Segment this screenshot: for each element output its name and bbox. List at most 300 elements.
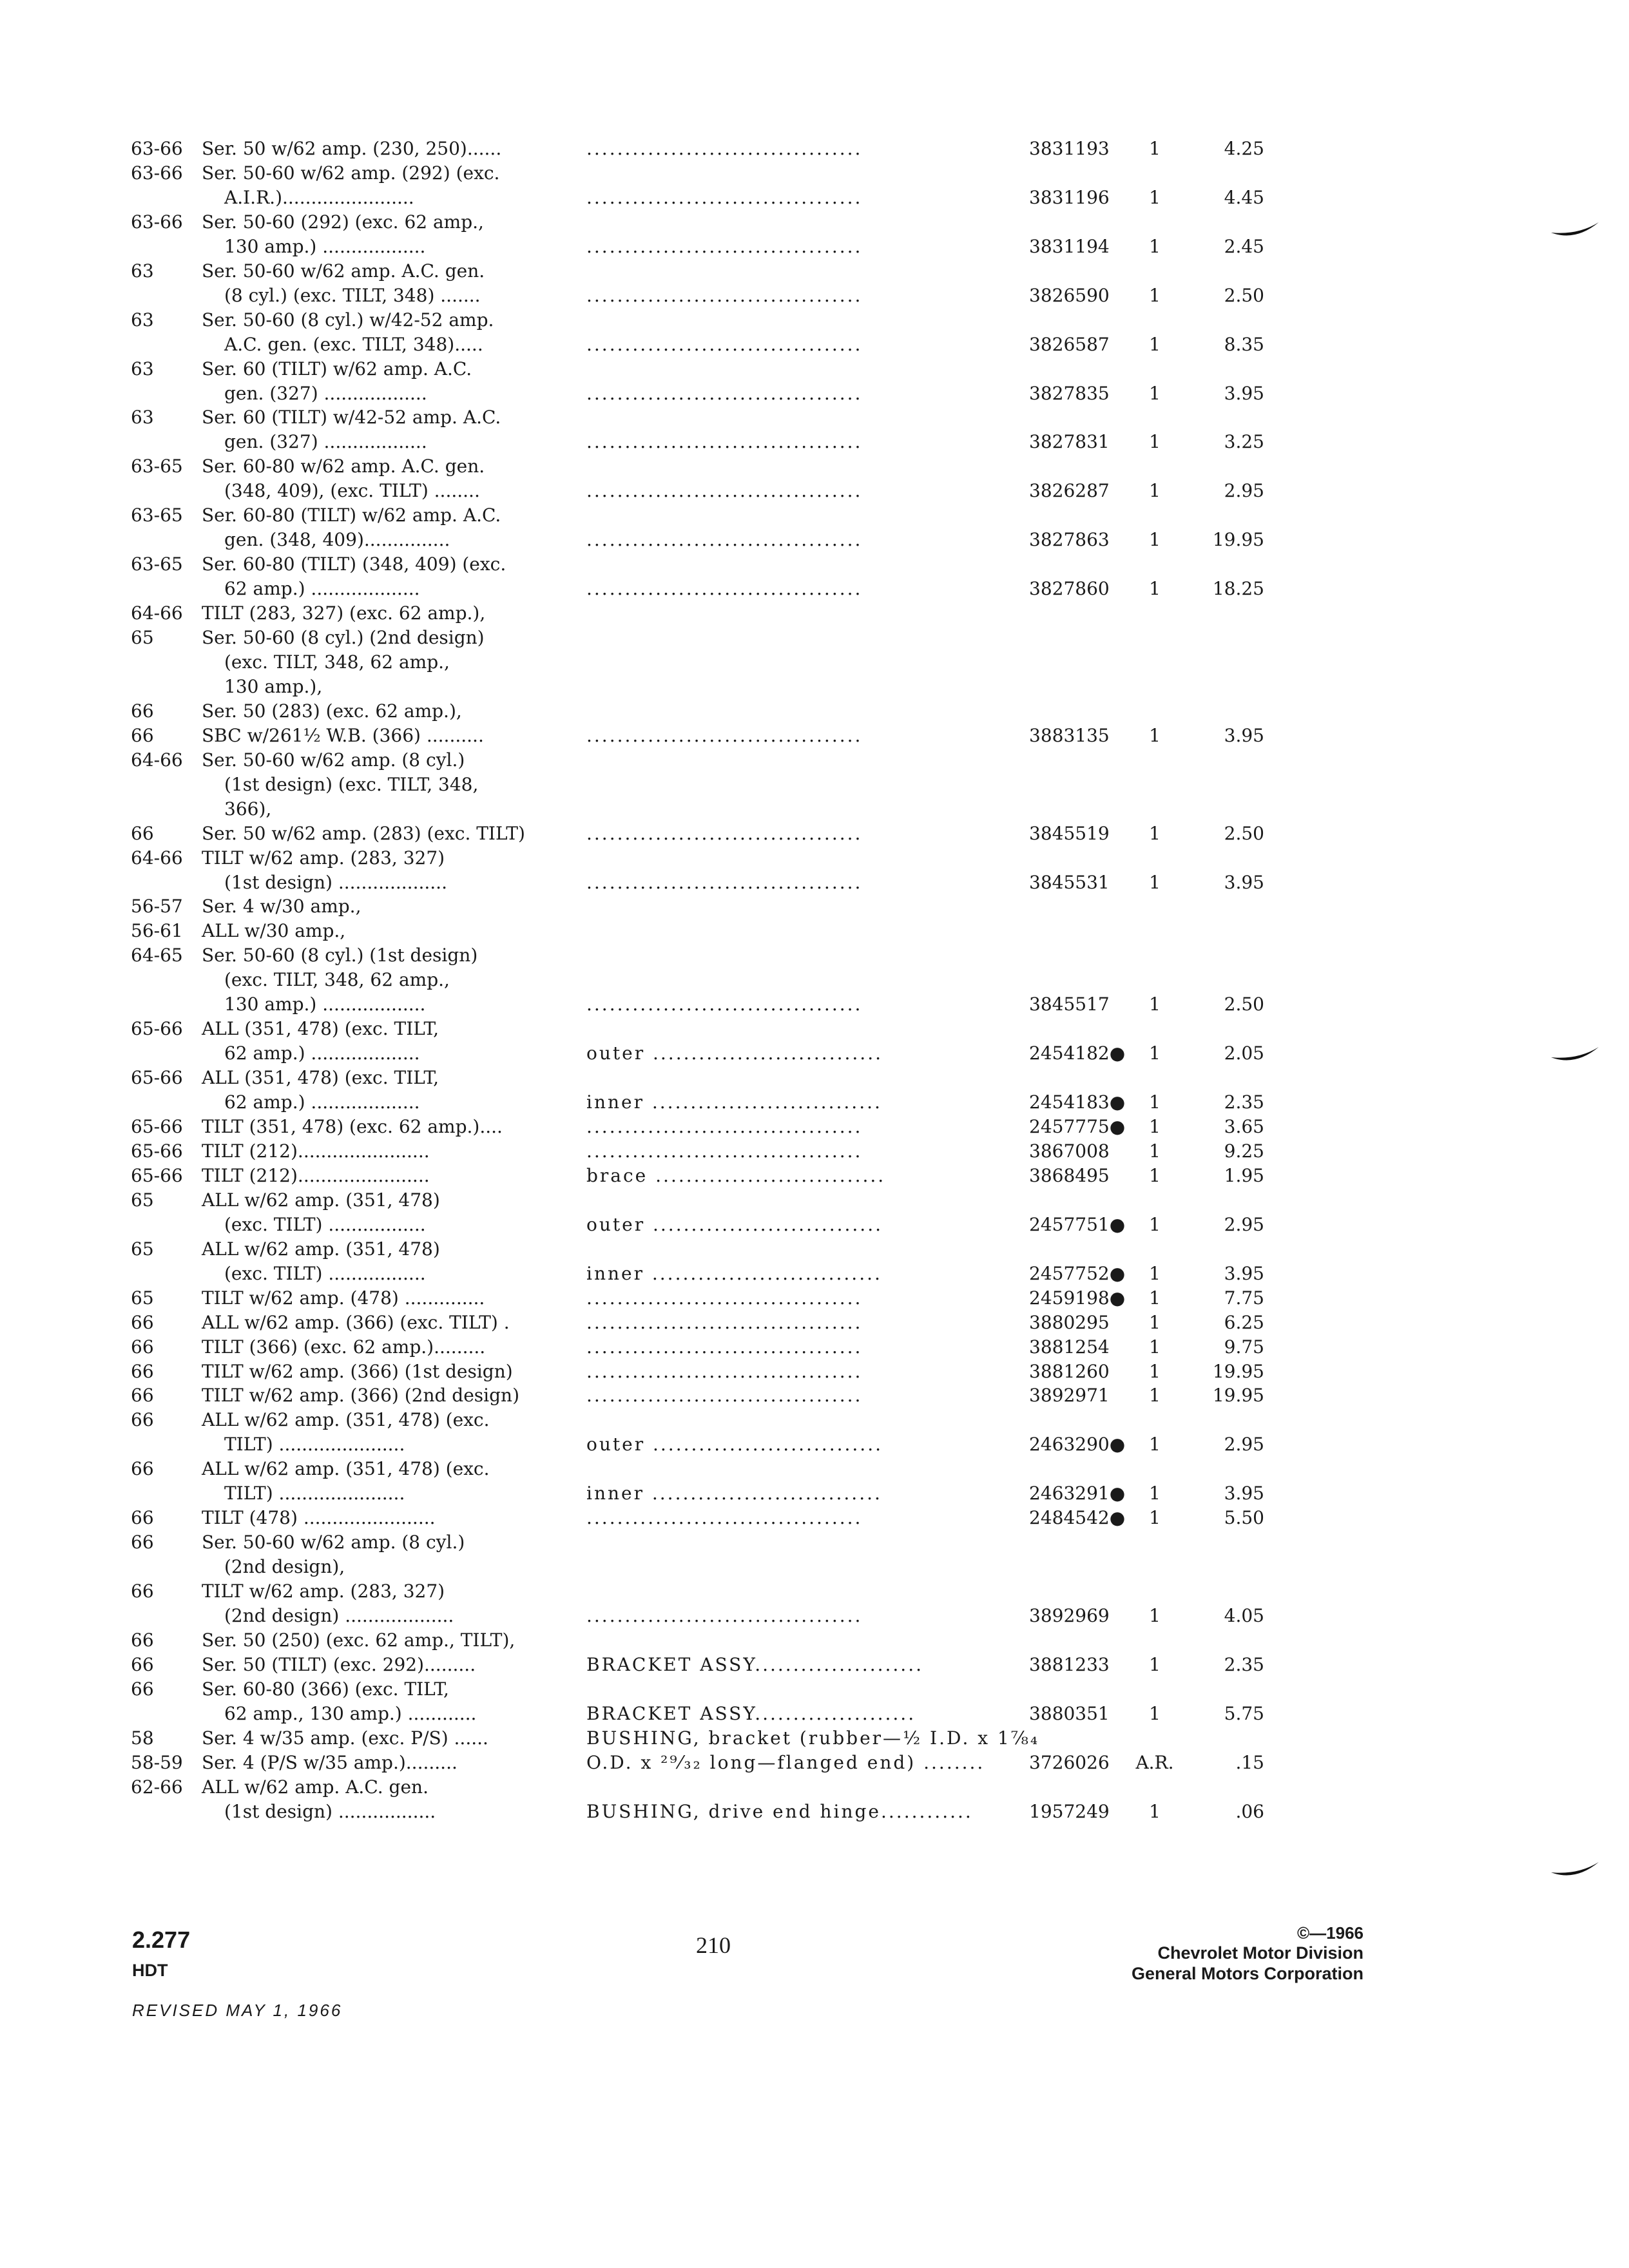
year-cell: 65 xyxy=(131,1238,154,1260)
price-cell: 19.95 xyxy=(1212,1385,1264,1406)
price-cell: 19.95 xyxy=(1212,1361,1264,1382)
table-row xyxy=(0,724,1629,748)
price-cell: 3.95 xyxy=(1224,1483,1264,1504)
price-cell: 2.95 xyxy=(1224,1434,1264,1455)
part-number-cell: 2454182● xyxy=(1029,1043,1126,1064)
table-row xyxy=(0,773,1629,797)
part-number-cell: 3892971 xyxy=(1029,1385,1110,1406)
description-cell: inner .............................. xyxy=(586,1091,882,1113)
part-number-cell: 3831196 xyxy=(1029,187,1110,208)
application-cell: ALL w/62 amp. (351, 478) (exc. xyxy=(202,1409,490,1430)
quantity-cell: 1 xyxy=(1149,823,1161,844)
table-row xyxy=(0,1677,1629,1702)
price-cell: 2.05 xyxy=(1224,1043,1264,1064)
year-cell: 66 xyxy=(131,1581,154,1602)
table-row xyxy=(0,161,1629,186)
price-cell: 18.25 xyxy=(1212,578,1264,599)
table-row xyxy=(0,822,1629,846)
table-row xyxy=(0,894,1629,919)
application-cell: ALL (351, 478) (exc. TILT, xyxy=(202,1018,439,1039)
table-row xyxy=(0,1383,1629,1408)
part-number-cell: 3845519 xyxy=(1029,823,1110,844)
description-cell: .................................... xyxy=(586,529,863,550)
application-cell: 62 amp.) ................... xyxy=(224,1091,420,1113)
table-row xyxy=(0,332,1629,357)
table-row xyxy=(0,1066,1629,1090)
description-cell: BUSHING, drive end hinge............ xyxy=(586,1801,973,1822)
table-row xyxy=(0,1726,1629,1751)
revised-date: REVISED MAY 1, 1966 xyxy=(132,2001,343,2020)
description-cell: .................................... xyxy=(586,1336,863,1358)
table-row xyxy=(0,1360,1629,1384)
quantity-cell: 1 xyxy=(1149,334,1161,355)
quantity-cell: 1 xyxy=(1149,285,1161,306)
year-cell: 63-66 xyxy=(131,211,183,233)
application-cell: TILT (366) (exc. 62 amp.)......... xyxy=(202,1336,486,1358)
table-row xyxy=(0,259,1629,284)
table-row xyxy=(0,968,1629,992)
quantity-cell: 1 xyxy=(1149,236,1161,257)
application-cell: gen. (327) .................. xyxy=(224,383,427,404)
application-cell: Ser. 60-80 (TILT) (348, 409) (exc. xyxy=(202,553,506,575)
punch-mark-icon xyxy=(1550,216,1601,242)
description-cell: inner .............................. xyxy=(586,1263,882,1284)
application-cell: ALL w/30 amp., xyxy=(202,920,346,941)
description-cell: .................................... xyxy=(586,578,863,599)
description-cell: .................................... xyxy=(586,431,863,452)
year-cell: 63 xyxy=(131,309,154,331)
division-name: Chevrolet Motor Division xyxy=(1157,1943,1364,1963)
year-cell: 66 xyxy=(131,1629,154,1651)
table-row xyxy=(0,186,1629,210)
year-cell: 66 xyxy=(131,1507,154,1528)
year-cell: 63 xyxy=(131,358,154,380)
application-cell: Ser. 50-60 (8 cyl.) (2nd design) xyxy=(202,627,485,648)
part-number-cell: 2463290● xyxy=(1029,1434,1126,1455)
description-cell: .................................... xyxy=(586,1385,863,1406)
table-row xyxy=(0,1286,1629,1311)
table-row xyxy=(0,1604,1629,1628)
application-cell: 366), xyxy=(224,798,272,820)
year-cell: 63 xyxy=(131,407,154,428)
application-cell: gen. (327) .................. xyxy=(224,431,427,452)
year-cell: 64-66 xyxy=(131,847,183,869)
table-row xyxy=(0,1188,1629,1213)
application-cell: TILT w/62 amp. (366) (2nd design) xyxy=(202,1385,520,1406)
table-row xyxy=(0,748,1629,773)
description-cell: .................................... xyxy=(586,1287,863,1309)
price-cell: 4.25 xyxy=(1224,138,1264,159)
table-row xyxy=(0,1432,1629,1457)
year-cell: 63-65 xyxy=(131,553,183,575)
application-cell: TILT (283, 327) (exc. 62 amp.), xyxy=(202,602,486,624)
price-cell: 5.75 xyxy=(1224,1703,1264,1724)
table-row xyxy=(0,1702,1629,1726)
quantity-cell: 1 xyxy=(1149,1605,1161,1626)
year-cell: 66 xyxy=(131,1312,154,1333)
year-cell: 62-66 xyxy=(131,1776,183,1798)
quantity-cell: 1 xyxy=(1149,480,1161,501)
part-number-cell: 3827831 xyxy=(1029,431,1110,452)
table-row xyxy=(0,1457,1629,1481)
table-row xyxy=(0,1164,1629,1188)
application-cell: Ser. 50-60 w/62 amp. (292) (exc. xyxy=(202,162,500,184)
year-cell: 66 xyxy=(131,700,154,722)
application-cell: ALL w/62 amp. (351, 478) (exc. xyxy=(202,1458,490,1479)
quantity-cell: 1 xyxy=(1149,1091,1161,1113)
year-cell: 63-65 xyxy=(131,456,183,477)
price-cell: .15 xyxy=(1235,1752,1264,1773)
hdt-label: HDT xyxy=(132,1961,168,1980)
application-cell: Ser. 50 (TILT) (exc. 292)......... xyxy=(202,1654,476,1675)
application-cell: Ser. 50 (283) (exc. 62 amp.), xyxy=(202,700,462,722)
application-cell: 62 amp.) ................... xyxy=(224,1043,420,1064)
description-cell: BRACKET ASSY...................... xyxy=(586,1654,924,1675)
application-cell: Ser. 50-60 w/62 amp. (8 cyl.) xyxy=(202,749,465,771)
application-cell: Ser. 50-60 (8 cyl.) w/42-52 amp. xyxy=(202,309,494,331)
quantity-cell: 1 xyxy=(1149,1165,1161,1186)
price-cell: 8.35 xyxy=(1224,334,1264,355)
table-row xyxy=(0,846,1629,870)
part-number-cell: 3881260 xyxy=(1029,1361,1110,1382)
quantity-cell: 1 xyxy=(1149,578,1161,599)
description-cell: .................................... xyxy=(586,823,863,844)
year-cell: 65-66 xyxy=(131,1018,183,1039)
table-row xyxy=(0,1237,1629,1262)
quantity-cell: 1 xyxy=(1149,872,1161,893)
punch-mark-icon xyxy=(1550,1856,1601,1881)
part-number-cell: 3826287 xyxy=(1029,480,1110,501)
application-cell: (exc. TILT, 348, 62 amp., xyxy=(224,651,450,673)
description-cell: O.D. x ²⁹⁄₃₂ long—flanged end) ........ xyxy=(586,1752,985,1773)
table-row xyxy=(0,1653,1629,1677)
application-cell: Ser. 60-80 w/62 amp. A.C. gen. xyxy=(202,456,485,477)
table-row xyxy=(0,577,1629,601)
price-cell: 2.35 xyxy=(1224,1091,1264,1113)
table-row xyxy=(0,1579,1629,1604)
quantity-cell: 1 xyxy=(1149,187,1161,208)
description-cell: outer .............................. xyxy=(586,1043,883,1064)
quantity-cell: 1 xyxy=(1149,1287,1161,1309)
application-cell: Ser. 50-60 w/62 amp. A.C. gen. xyxy=(202,260,485,282)
year-cell: 66 xyxy=(131,1385,154,1406)
application-cell: TILT w/62 amp. (478) .............. xyxy=(202,1287,485,1309)
application-cell: Ser. 50 (250) (exc. 62 amp., TILT), xyxy=(202,1629,516,1651)
quantity-cell: 1 xyxy=(1149,1801,1161,1822)
year-cell: 65-66 xyxy=(131,1116,183,1137)
price-cell: 3.95 xyxy=(1224,872,1264,893)
table-row xyxy=(0,1262,1629,1286)
price-cell: 2.45 xyxy=(1224,236,1264,257)
table-row xyxy=(0,1090,1629,1115)
description-cell: .................................... xyxy=(586,1140,863,1162)
table-row xyxy=(0,1775,1629,1800)
part-number-cell: 2484542● xyxy=(1029,1507,1126,1528)
description-cell: .................................... xyxy=(586,1312,863,1333)
description-cell: brace .............................. xyxy=(586,1165,886,1186)
description-cell: BRACKET ASSY..................... xyxy=(586,1703,916,1724)
table-row xyxy=(0,235,1629,259)
quantity-cell: 1 xyxy=(1149,1043,1161,1064)
table-row xyxy=(0,797,1629,822)
application-cell: Ser. 60 (TILT) w/42-52 amp. A.C. xyxy=(202,407,501,428)
page-number: 210 xyxy=(696,1932,731,1958)
price-cell: 2.35 xyxy=(1224,1654,1264,1675)
table-row xyxy=(0,1800,1629,1824)
quantity-cell: 1 xyxy=(1149,1703,1161,1724)
table-row xyxy=(0,1751,1629,1775)
table-row xyxy=(0,1311,1629,1335)
table-row xyxy=(0,430,1629,454)
price-cell: 2.95 xyxy=(1224,1214,1264,1235)
description-cell: .................................... xyxy=(586,480,863,501)
table-row xyxy=(0,503,1629,528)
application-cell: 130 amp.) .................. xyxy=(224,994,426,1015)
section-number: 2.277 xyxy=(132,1927,191,1953)
application-cell: 62 amp.) ................... xyxy=(224,578,420,599)
part-number-cell: 3880351 xyxy=(1029,1703,1110,1724)
part-number-cell: 3881254 xyxy=(1029,1336,1110,1358)
price-cell: 4.05 xyxy=(1224,1605,1264,1626)
year-cell: 66 xyxy=(131,1361,154,1382)
description-cell: .................................... xyxy=(586,1605,863,1626)
application-cell: (8 cyl.) (exc. TILT, 348) ....... xyxy=(224,285,481,306)
table-row xyxy=(0,919,1629,943)
table-row xyxy=(0,1530,1629,1555)
year-cell: 63-66 xyxy=(131,162,183,184)
part-number-cell: 3831193 xyxy=(1029,138,1110,159)
quantity-cell: 1 xyxy=(1149,1361,1161,1382)
quantity-cell: 1 xyxy=(1149,1434,1161,1455)
quantity-cell: 1 xyxy=(1149,1214,1161,1235)
quantity-cell: 1 xyxy=(1149,1263,1161,1284)
description-cell: .................................... xyxy=(586,285,863,306)
part-number-cell: 3726026 xyxy=(1029,1752,1110,1773)
application-cell: A.C. gen. (exc. TILT, 348)..... xyxy=(224,334,483,355)
quantity-cell: 1 xyxy=(1149,725,1161,746)
application-cell: (2nd design), xyxy=(224,1556,345,1577)
year-cell: 65 xyxy=(131,1287,154,1309)
application-cell: ALL (351, 478) (exc. TILT, xyxy=(202,1067,439,1088)
application-cell: ALL w/62 amp. A.C. gen. xyxy=(202,1776,429,1798)
application-cell: (1st design) ................... xyxy=(224,872,447,893)
table-row xyxy=(0,1213,1629,1237)
table-row xyxy=(0,1408,1629,1432)
quantity-cell: 1 xyxy=(1149,1483,1161,1504)
price-cell: 9.75 xyxy=(1224,1336,1264,1358)
table-row xyxy=(0,479,1629,503)
part-number-cell: 2457775● xyxy=(1029,1116,1126,1137)
application-cell: Ser. 50 w/62 amp. (283) (exc. TILT) xyxy=(202,823,525,844)
application-cell: 130 amp.) .................. xyxy=(224,236,426,257)
part-number-cell: 2454183● xyxy=(1029,1091,1126,1113)
description-cell: .................................... xyxy=(586,187,863,208)
quantity-cell: 1 xyxy=(1149,383,1161,404)
year-cell: 65-66 xyxy=(131,1140,183,1162)
quantity-cell: 1 xyxy=(1149,138,1161,159)
year-cell: 63-66 xyxy=(131,138,183,159)
application-cell: TILT w/62 amp. (366) (1st design) xyxy=(202,1361,513,1382)
quantity-cell: 1 xyxy=(1149,1385,1161,1406)
application-cell: (exc. TILT) ................. xyxy=(224,1214,426,1235)
price-cell: 6.25 xyxy=(1224,1312,1264,1333)
table-row xyxy=(0,943,1629,968)
application-cell: 130 amp.), xyxy=(224,676,323,697)
table-row xyxy=(0,381,1629,406)
part-number-cell: 3845531 xyxy=(1029,872,1110,893)
quantity-cell: 1 xyxy=(1149,1140,1161,1162)
table-row xyxy=(0,137,1629,161)
application-cell: (1st design) (exc. TILT, 348, xyxy=(224,774,479,795)
application-cell: Ser. 60-80 (366) (exc. TILT, xyxy=(202,1678,449,1700)
year-cell: 64-66 xyxy=(131,602,183,624)
description-cell: .................................... xyxy=(586,872,863,893)
description-cell: inner .............................. xyxy=(586,1483,882,1504)
table-row xyxy=(0,1555,1629,1579)
table-row xyxy=(0,1506,1629,1530)
table-row xyxy=(0,552,1629,577)
description-cell: BUSHING, bracket (rubber—½ I.D. x 1⅞₄ xyxy=(586,1727,1040,1749)
corporation-name: General Motors Corporation xyxy=(1131,1964,1364,1983)
part-number-cell: 3883135 xyxy=(1029,725,1110,746)
part-number-cell: 3827860 xyxy=(1029,578,1110,599)
application-cell: (exc. TILT, 348, 62 amp., xyxy=(224,969,450,990)
quantity-cell: 1 xyxy=(1149,1116,1161,1137)
part-number-cell: 2457752● xyxy=(1029,1263,1126,1284)
quantity-cell: 1 xyxy=(1149,994,1161,1015)
application-cell: Ser. 60-80 (TILT) w/62 amp. A.C. xyxy=(202,505,501,526)
table-row xyxy=(0,528,1629,552)
price-cell: 3.95 xyxy=(1224,383,1264,404)
year-cell: 65 xyxy=(131,627,154,648)
description-cell: .................................... xyxy=(586,1116,863,1137)
table-row xyxy=(0,454,1629,479)
application-cell: Ser. 60 (TILT) w/62 amp. A.C. xyxy=(202,358,472,380)
price-cell: 3.25 xyxy=(1224,431,1264,452)
table-row xyxy=(0,675,1629,699)
table-row xyxy=(0,1139,1629,1164)
application-cell: (exc. TILT) ................. xyxy=(224,1263,426,1284)
application-cell: TILT (212)....................... xyxy=(202,1140,430,1162)
application-cell: Ser. 50-60 w/62 amp. (8 cyl.) xyxy=(202,1532,465,1553)
application-cell: Ser. 50-60 (292) (exc. 62 amp., xyxy=(202,211,484,233)
year-cell: 58-59 xyxy=(131,1752,183,1773)
punch-mark-icon xyxy=(1550,1041,1601,1066)
year-cell: 66 xyxy=(131,725,154,746)
part-number-cell: 3868495 xyxy=(1029,1165,1110,1186)
table-row xyxy=(0,1481,1629,1506)
description-cell: .................................... xyxy=(586,994,863,1015)
table-row xyxy=(0,1017,1629,1041)
price-cell: 1.95 xyxy=(1224,1165,1264,1186)
part-number-cell: 2459198● xyxy=(1029,1287,1126,1309)
quantity-cell: 1 xyxy=(1149,1507,1161,1528)
application-cell: TILT (351, 478) (exc. 62 amp.).... xyxy=(202,1116,503,1137)
quantity-cell: 1 xyxy=(1149,1312,1161,1333)
part-number-cell: 3867008 xyxy=(1029,1140,1110,1162)
quantity-cell: 1 xyxy=(1149,1654,1161,1675)
description-cell: .................................... xyxy=(586,383,863,404)
year-cell: 64-66 xyxy=(131,749,183,771)
application-cell: TILT (212)....................... xyxy=(202,1165,430,1186)
table-row xyxy=(0,284,1629,308)
application-cell: A.I.R.)....................... xyxy=(224,187,414,208)
table-row xyxy=(0,650,1629,675)
year-cell: 66 xyxy=(131,1458,154,1479)
year-cell: 66 xyxy=(131,823,154,844)
year-cell: 66 xyxy=(131,1654,154,1675)
part-number-cell: 3826590 xyxy=(1029,285,1110,306)
description-cell: .................................... xyxy=(586,334,863,355)
table-row xyxy=(0,1115,1629,1139)
application-cell: TILT w/62 amp. (283, 327) xyxy=(202,1581,445,1602)
table-row xyxy=(0,1041,1629,1066)
application-cell: TILT w/62 amp. (283, 327) xyxy=(202,847,445,869)
table-row xyxy=(0,1628,1629,1653)
part-number-cell: 3827835 xyxy=(1029,383,1110,404)
application-cell: ALL w/62 amp. (366) (exc. TILT) . xyxy=(202,1312,510,1333)
year-cell: 64-65 xyxy=(131,945,183,966)
year-cell: 63-65 xyxy=(131,505,183,526)
year-cell: 58 xyxy=(131,1727,154,1749)
application-cell: ALL w/62 amp. (351, 478) xyxy=(202,1189,440,1211)
application-cell: TILT) ...................... xyxy=(224,1434,405,1455)
price-cell: 4.45 xyxy=(1224,187,1264,208)
application-cell: gen. (348, 409)............... xyxy=(224,529,450,550)
application-cell: 62 amp., 130 amp.) ............ xyxy=(224,1703,477,1724)
price-cell: 5.50 xyxy=(1224,1507,1264,1528)
application-cell: TILT) ...................... xyxy=(224,1483,405,1504)
description-cell: .................................... xyxy=(586,138,863,159)
price-cell: .06 xyxy=(1235,1801,1264,1822)
price-cell: 3.95 xyxy=(1224,1263,1264,1284)
quantity-cell: 1 xyxy=(1149,1336,1161,1358)
year-cell: 66 xyxy=(131,1409,154,1430)
year-cell: 63 xyxy=(131,260,154,282)
table-row xyxy=(0,870,1629,895)
price-cell: 3.65 xyxy=(1224,1116,1264,1137)
price-cell: 9.25 xyxy=(1224,1140,1264,1162)
description-cell: .................................... xyxy=(586,725,863,746)
year-cell: 65-66 xyxy=(131,1067,183,1088)
table-row xyxy=(0,699,1629,724)
quantity-cell: 1 xyxy=(1149,431,1161,452)
year-cell: 65 xyxy=(131,1189,154,1211)
part-number-cell: 3845517 xyxy=(1029,994,1110,1015)
quantity-cell: 1 xyxy=(1149,529,1161,550)
table-row xyxy=(0,992,1629,1017)
description-cell: outer .............................. xyxy=(586,1214,883,1235)
application-cell: TILT (478) ....................... xyxy=(202,1507,436,1528)
table-row xyxy=(0,405,1629,430)
table-row xyxy=(0,308,1629,332)
application-cell: (348, 409), (exc. TILT) ........ xyxy=(224,480,480,501)
price-cell: 2.50 xyxy=(1224,285,1264,306)
year-cell: 56-61 xyxy=(131,920,183,941)
part-number-cell: 3881233 xyxy=(1029,1654,1110,1675)
year-cell: 66 xyxy=(131,1336,154,1358)
table-row xyxy=(0,210,1629,235)
price-cell: 2.95 xyxy=(1224,480,1264,501)
part-number-cell: 3831194 xyxy=(1029,236,1110,257)
description-cell: .................................... xyxy=(586,236,863,257)
year-cell: 56-57 xyxy=(131,896,183,917)
price-cell: 2.50 xyxy=(1224,823,1264,844)
table-row xyxy=(0,626,1629,650)
copyright-notice: ©—1966 xyxy=(1297,1923,1364,1943)
table-row xyxy=(0,601,1629,626)
year-cell: 66 xyxy=(131,1532,154,1553)
